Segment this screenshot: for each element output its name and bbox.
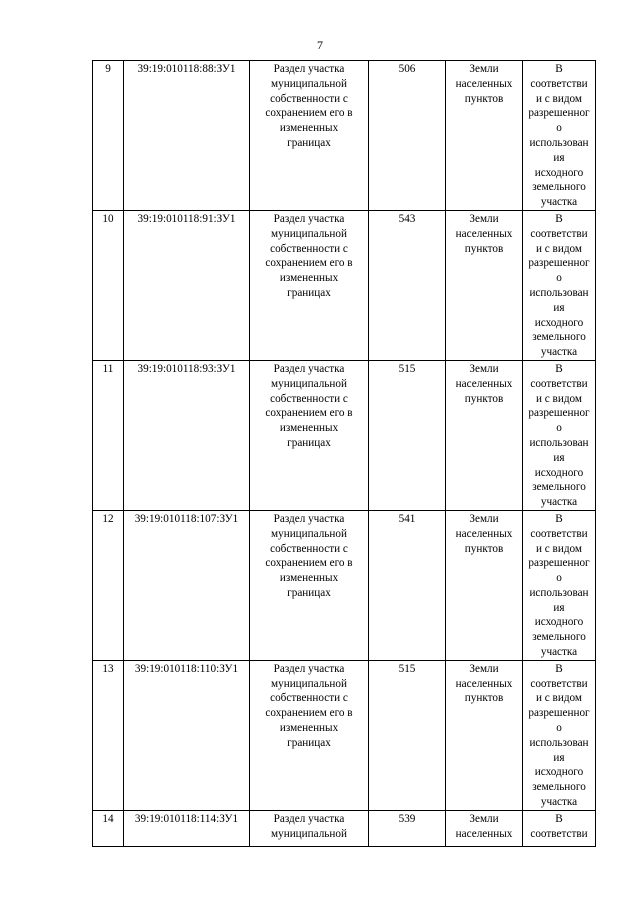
- permitted-use-cell: В соответстви и с видом разрешенног о использован ия исходного земельного участка: [523, 510, 596, 660]
- table-row: [93, 810, 596, 846]
- permitted-use-cell: В соответстви и с видом разрешенног о использован ия исходного земельного участка: [523, 660, 596, 810]
- description-cell: Раздел участка муниципальной собственности с сохранением его в измененных границах: [250, 360, 369, 510]
- land-category-cell: Земли населенных: [446, 810, 523, 846]
- row-number-cell: 9: [93, 61, 124, 211]
- permitted-use-cell: В соответстви и с видом разрешенног о использован ия исходного земельного участка: [523, 61, 596, 211]
- land-plots-table: [92, 60, 596, 847]
- description-cell: Раздел участка муниципальной собственности с сохранением его в измененных границах: [250, 210, 369, 360]
- row-number-cell: 10: [93, 210, 124, 360]
- cadastral-number-cell: 39:19:010118:107:ЗУ1: [124, 510, 250, 660]
- land-category-cell: Земли населенных пунктов: [446, 210, 523, 360]
- land-category-cell: Земли населенных пунктов: [446, 360, 523, 510]
- land-category-cell: Земли населенных пунктов: [446, 61, 523, 211]
- description-cell: Раздел участка муниципальной собственности с сохранением его в измененных границах: [250, 510, 369, 660]
- permitted-use-cell: В соответстви и с видом разрешенног о использован ия исходного земельного участка: [523, 210, 596, 360]
- permitted-use-cell: В соответстви: [523, 810, 596, 846]
- row-number-cell: 11: [93, 360, 124, 510]
- area-cell: 515: [369, 660, 446, 810]
- description-cell: Раздел участка муниципальной: [250, 810, 369, 846]
- permitted-use-cell: В соответстви и с видом разрешенног о использован ия исходного земельного участка: [523, 360, 596, 510]
- area-cell: 543: [369, 210, 446, 360]
- cadastral-number-cell: 39:19:010118:110:ЗУ1: [124, 660, 250, 810]
- cadastral-number-cell: 39:19:010118:91:ЗУ1: [124, 210, 250, 360]
- area-cell: 541: [369, 510, 446, 660]
- cadastral-number-cell: 39:19:010118:114:ЗУ1: [124, 810, 250, 846]
- table-row: [93, 61, 596, 211]
- area-cell: 506: [369, 61, 446, 211]
- page-number: 7: [317, 38, 323, 52]
- cadastral-number-cell: 39:19:010118:93:ЗУ1: [124, 360, 250, 510]
- table-row: [93, 660, 596, 810]
- land-category-cell: Земли населенных пунктов: [446, 660, 523, 810]
- land-category-cell: Земли населенных пунктов: [446, 510, 523, 660]
- row-number-cell: 13: [93, 660, 124, 810]
- table-row: [93, 210, 596, 360]
- area-cell: 515: [369, 360, 446, 510]
- description-cell: Раздел участка муниципальной собственности с сохранением его в измененных границах: [250, 61, 369, 211]
- cadastral-number-cell: 39:19:010118:88:ЗУ1: [124, 61, 250, 211]
- row-number-cell: 14: [93, 810, 124, 846]
- table-row: [93, 510, 596, 660]
- description-cell: Раздел участка муниципальной собственности с сохранением его в измененных границах: [250, 660, 369, 810]
- row-number-cell: 12: [93, 510, 124, 660]
- area-cell: 539: [369, 810, 446, 846]
- table-row: [93, 360, 596, 510]
